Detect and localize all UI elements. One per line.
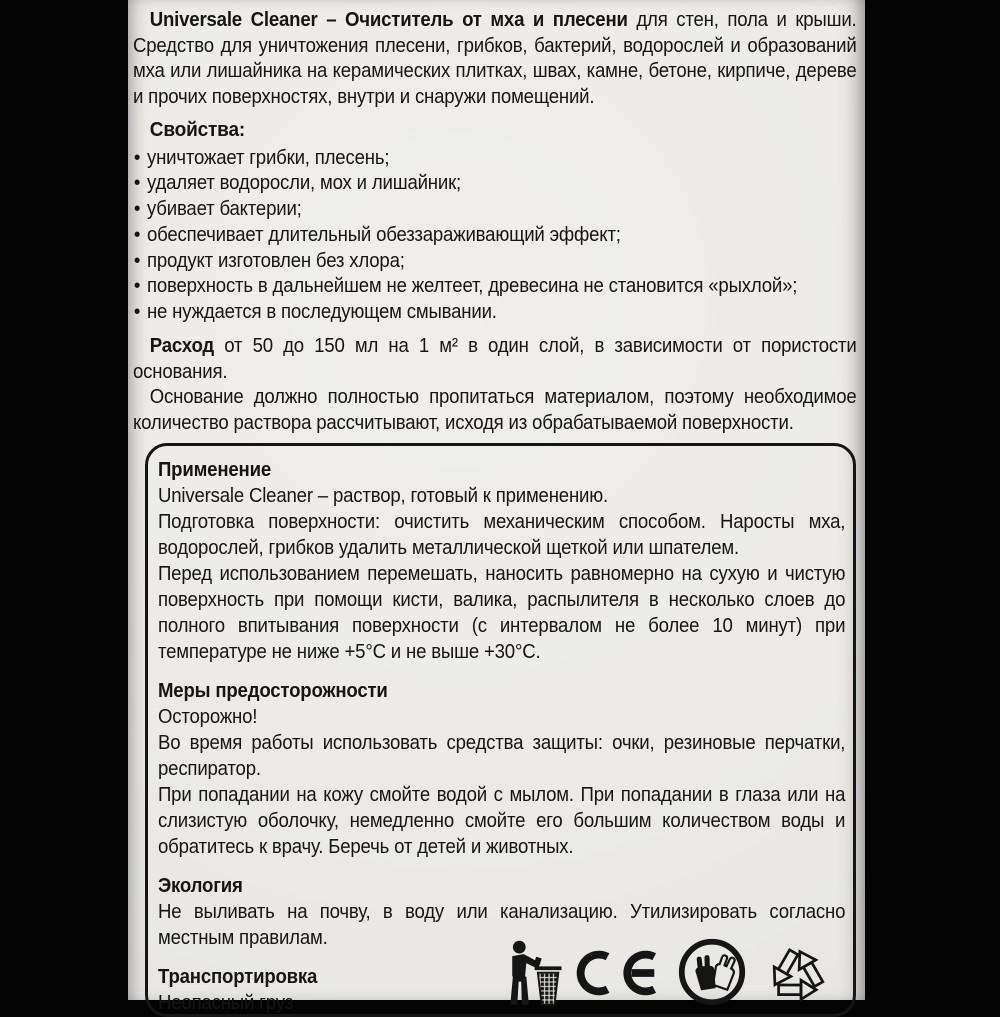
precautions-paragraph-2: Во время работы использовать средства защиты: очки, резиновые перчатки, респиратор. [158,732,846,781]
application-heading: Применение [158,459,272,482]
intro-paragraph [133,8,857,110]
property-item: • уничтожает грибки, плесень; [133,146,857,172]
top-text-block [128,0,865,436]
application-paragraph-3: Перед использованием перемешать, наносить равномерно на сухую и чистую поверхность при помощи кисти, валика, распылителя в несколько слоев до полного впитывания поверхности (с интервалом не более 10 минут) при температуре не ниже +5°С и не выше +30°С. [158,563,846,664]
properties-heading: Свойства: [149,118,246,141]
application-paragraph-1: Universale Cleaner – раствор, готовый к применению. [158,485,608,508]
ecology-heading: Экология [158,875,243,898]
precautions-heading: Меры предосторожности [158,680,388,703]
tidy-man-icon [502,939,566,1009]
transport-heading: Транспортировка [158,966,318,989]
intro-text: для стен, пола и крыши. Средство для уничтожения плесени, грибков, бактерий, водорослей и образований мха или лишайника на керамических плитках, швах, камне, бетоне, кирпиче, дереве и прочих поверхностях, внутри и снаружи помещений. [133,9,857,108]
protective-gloves-icon [676,935,748,1009]
ecology-paragraph: Не выливать на почву, в воду или канализацию. Утилизировать согласно местным правилам. [158,901,846,950]
property-item: • убивает бактерии; [133,197,857,223]
recycling-icon [757,929,837,1009]
consumption-label: Расход [149,335,215,358]
property-item: • поверхность в дальнейшем не желтеет, древесина не становится «рыхлой»; [133,274,857,300]
info-box [145,443,856,1017]
property-item: • не нуждается в последующем смывании. [133,300,857,326]
ce-mark-icon [575,944,667,1002]
consumption-paragraph-1 [133,334,857,385]
property-item: • обеспечивает длительный обеззараживающий эффект; [133,223,857,249]
product-name: Universale Cleaner – Очиститель от мха и плесени [149,9,628,31]
consumption-text: от 50 до 150 мл на 1 м² в один слой, в зависимости от пористости основания. [133,335,857,383]
precautions-paragraph-3: При попадании на кожу смойте водой с мылом. При попадании в глаза или на слизистую оболочку, немедленно смойте его большим количеством воды и обратитесь к врачу. Беречь от детей и животных. [158,784,846,859]
icons-row [502,929,837,1009]
consumption-paragraph-2: Основание должно полностью пропитаться материалом, поэтому необходимое количество раствора рассчитывают, исходя из обрабатываемой поверхности. [133,386,857,434]
property-item: • продукт изготовлен без хлора; [133,249,857,275]
property-item: • удаляет водоросли, мох и лишайник; [133,171,857,197]
precautions-paragraph-1: Осторожно! [158,706,258,729]
properties-list [133,146,857,327]
application-paragraph-2: Подготовка поверхности: очистить механическим способом. Наросты мха, водорослей, грибков удалить металлической щеткой или шпателем. [158,511,846,560]
transport-paragraph: Неопасный груз [158,992,294,1015]
product-label [128,0,865,1015]
